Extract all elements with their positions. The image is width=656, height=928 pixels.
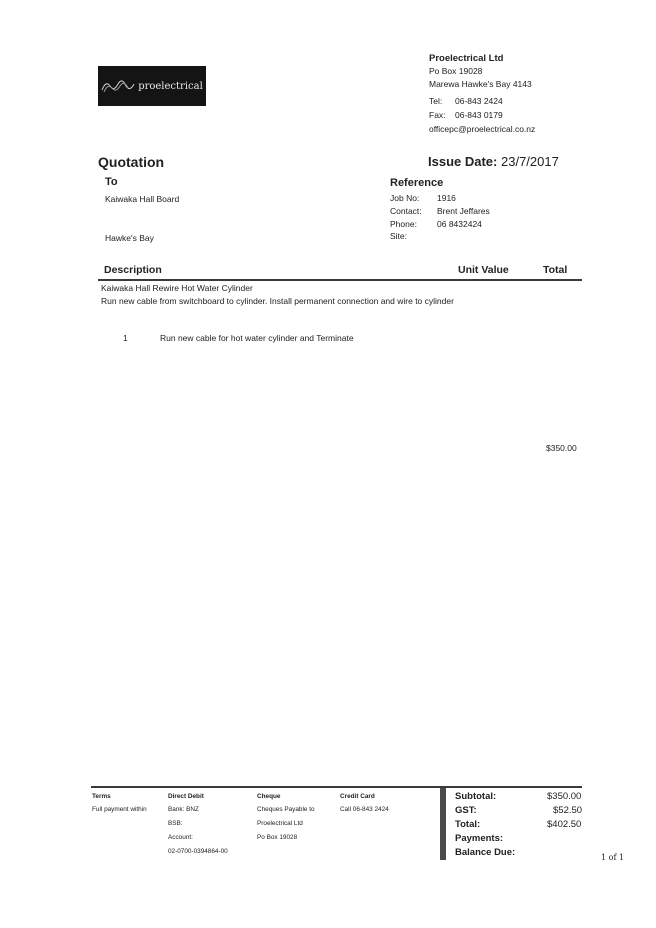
header-divider [98, 279, 582, 281]
reference-heading: Reference [390, 177, 444, 189]
issue-date-label: Issue Date: [428, 154, 498, 169]
ref-value-job: 1916 [437, 193, 456, 203]
ref-label-job: Job No: [390, 193, 420, 203]
fax-value: 06-843 0179 [455, 110, 503, 120]
to-region: Hawke's Bay [105, 233, 154, 243]
direct-debit-account: 02-0700-0394864-00 [168, 848, 228, 855]
terms-heading: Terms [92, 793, 111, 800]
ref-value-phone: 06 8432424 [437, 219, 482, 229]
ref-label-phone: Phone: [390, 219, 417, 229]
page-title: Quotation [98, 154, 165, 170]
gst-label: GST: [455, 805, 477, 816]
tel-value: 06-843 2424 [455, 96, 503, 106]
item-description: Run new cable for hot water cylinder and Terminate [160, 333, 354, 343]
company-address-2: Marewa Hawke's Bay 4143 [429, 79, 532, 89]
to-heading: To [105, 176, 118, 188]
cheque-line-1: Cheques Payable to [257, 806, 315, 813]
fax-label: Fax: [429, 110, 446, 120]
cheque-line-3: Po Box 19028 [257, 834, 298, 841]
to-name: Kaiwaka Hall Board [105, 194, 180, 204]
company-name: Proelectrical Ltd [429, 53, 504, 64]
ref-label-contact: Contact: [390, 206, 422, 216]
balance-due-label: Balance Due: [455, 847, 516, 858]
total-value: $402.50 [547, 819, 582, 830]
direct-debit-heading: Direct Debit [168, 793, 204, 800]
issue-date [428, 154, 559, 169]
direct-debit-account-label: Account: [168, 834, 193, 841]
company-address-1: Po Box 19028 [429, 66, 483, 76]
logo-waves-icon [101, 78, 135, 94]
page-number: 1 of 1 [601, 853, 625, 862]
ref-label-site: Site: [390, 231, 408, 241]
payments-label: Payments: [455, 833, 504, 844]
col-unit-value: Unit Value [458, 264, 509, 276]
total-label: Total: [455, 819, 481, 830]
issue-date-value: 23/7/2017 [501, 154, 559, 169]
tel-label: Tel: [429, 96, 443, 106]
subtotal-label: Subtotal: [455, 791, 497, 802]
item-total: $350.00 [546, 443, 577, 453]
totals-bar [440, 788, 446, 860]
terms-text: Full payment within [92, 806, 147, 813]
direct-debit-bank: Bank: BNZ [168, 806, 199, 813]
col-total: Total [543, 264, 568, 276]
cheque-line-2: Proelectrical Ltd [257, 820, 303, 827]
company-email: officepc@proelectrical.co.nz [429, 124, 536, 134]
subtotal-value: $350.00 [547, 791, 582, 802]
gst-value: $52.50 [553, 805, 583, 816]
col-description: Description [104, 264, 162, 276]
item-quantity: 1 [123, 333, 128, 343]
footer-divider [91, 786, 582, 788]
job-title: Kaiwaka Hall Rewire Hot Water Cylinder [101, 283, 253, 293]
job-description: Run new cable from switchboard to cylinder. Install permanent connection and wire to cylinder [101, 296, 454, 306]
direct-debit-bsb: BSB: [168, 820, 183, 827]
logo-text: proelectrical [138, 80, 203, 92]
credit-card-heading: Credit Card [340, 793, 375, 800]
cheque-heading: Cheque [257, 793, 281, 800]
company-logo [98, 66, 206, 106]
credit-card-line-1: Call 06-843 2424 [340, 806, 389, 813]
ref-value-contact: Brent Jeffares [437, 206, 490, 216]
